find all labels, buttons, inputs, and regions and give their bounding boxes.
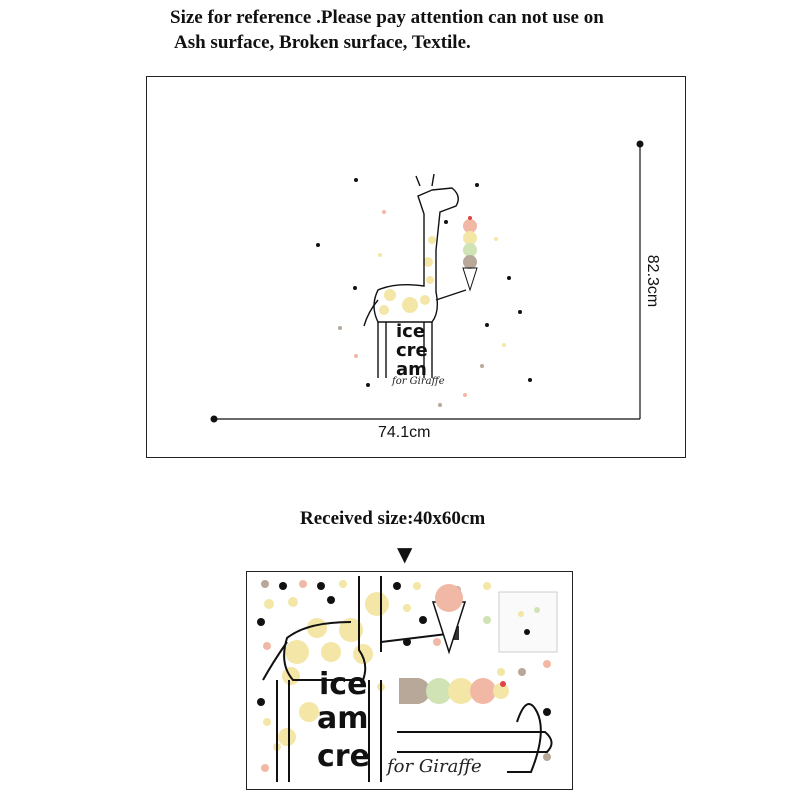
reference-caption: for Giraffe bbox=[392, 376, 445, 387]
received-caption: for Giraffe bbox=[387, 756, 482, 777]
received-scoop bbox=[435, 584, 463, 612]
received-text-cre: cre bbox=[317, 739, 370, 774]
received-sticker-photo bbox=[246, 571, 573, 790]
received-inset-card bbox=[499, 592, 557, 652]
reference-text-cre: cre bbox=[396, 340, 428, 361]
notice-line-1: Size for reference .Please pay attention can not use on bbox=[170, 7, 604, 28]
measure-endpoint bbox=[211, 416, 218, 423]
height-dimension-label: 82.3cm bbox=[644, 254, 662, 308]
received-text-am: am bbox=[317, 701, 369, 736]
received-scoop-row bbox=[399, 678, 509, 704]
notice-line-2: Ash surface, Broken surface, Textile. bbox=[174, 32, 471, 53]
reference-text-ice: ice bbox=[396, 321, 426, 342]
received-text-ice: ice bbox=[319, 667, 368, 702]
down-triangle-icon: ▼ bbox=[397, 542, 413, 566]
reference-ice-cream bbox=[463, 216, 477, 290]
width-dimension-label: 74.1cm bbox=[378, 424, 431, 441]
reference-text-am: am bbox=[396, 359, 427, 380]
reference-giraffe-spots bbox=[379, 236, 436, 315]
received-size-label: Received size:40x60cm bbox=[300, 508, 486, 529]
measure-endpoint bbox=[637, 141, 644, 148]
received-illustration bbox=[247, 572, 573, 790]
